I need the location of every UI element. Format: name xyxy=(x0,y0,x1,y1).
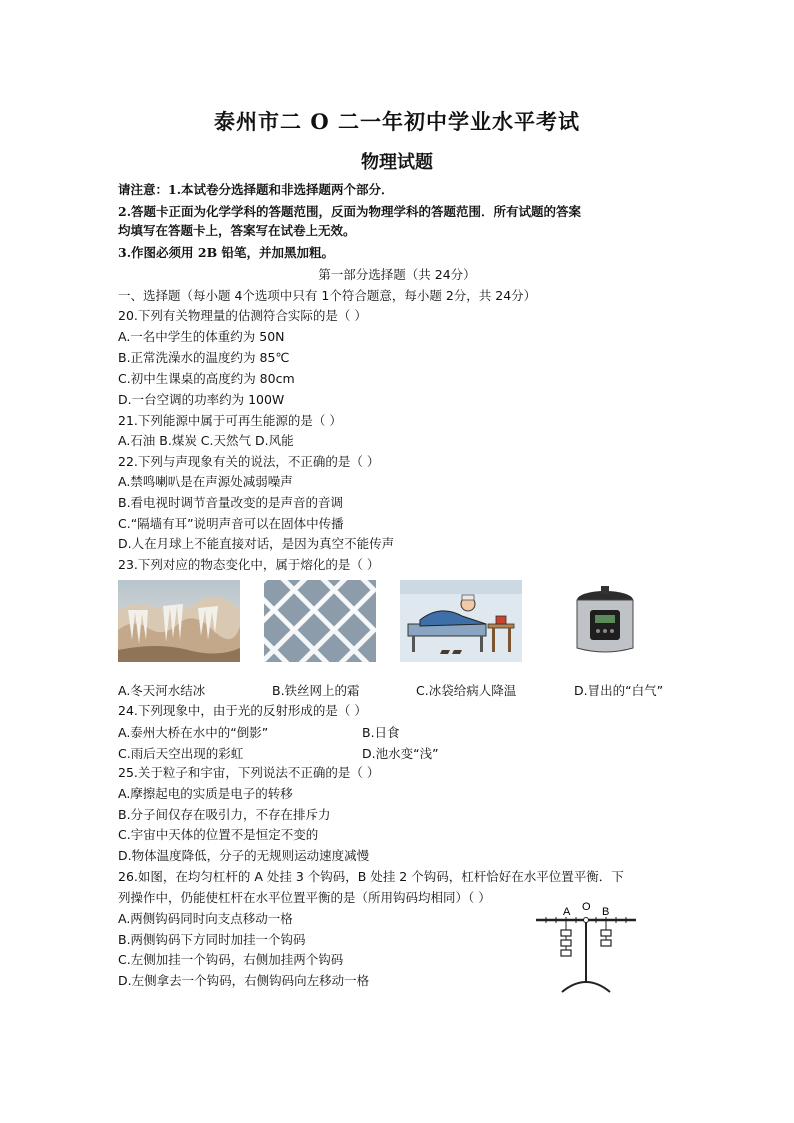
q26-stem-line-2: 列操作中，仍能使杠杆在水平位置平衡的是（所用钩码均相同）（ ） xyxy=(118,890,491,905)
exam-title: 泰州市二 O 二一年初中学业水平考试 xyxy=(214,109,580,134)
label-a: A xyxy=(563,906,571,918)
q20-option-d: D.一台空调的功率约为 100W xyxy=(118,392,285,407)
q24-stem: 24.下列现象中，由于光的反射形成的是（ ） xyxy=(118,703,367,718)
q25-stem: 25.关于粒子和宇宙，下列说法不正确的是（ ） xyxy=(118,765,380,780)
q24-option-a: A.泰州大桥在水中的“倒影” xyxy=(118,725,269,740)
q25-option-b: B.分子间仅存在吸引力，不存在排斥力 xyxy=(118,807,331,822)
q26-option-b: B.两侧钩码下方同时加挂一个钩码 xyxy=(118,932,306,947)
note-2: 2.答题卡正面为化学学科的答题范围，反面为物理学科的答题范围．所有试题的答案 xyxy=(118,204,582,219)
q23-caption-a: A.冬天河水结冰 xyxy=(118,683,206,698)
q24-option-d: D.池水变“浅” xyxy=(362,746,439,761)
ice-pack-patient-image xyxy=(400,580,522,662)
q25-option-c: C.宇宙中天体的位置不是恒定不变的 xyxy=(118,827,319,842)
q22-option-c: C.“隔墙有耳”说明声音可以在固体中传播 xyxy=(118,516,344,531)
label-o: O xyxy=(582,901,591,913)
q24-option-c: C.雨后天空出现的彩虹 xyxy=(118,746,244,761)
fulcrum-pivot xyxy=(584,918,589,923)
frost-wire-mesh-image xyxy=(264,580,376,662)
q23-caption-b: B.铁丝网上的霜 xyxy=(272,683,360,698)
q22-option-d: D.人在月球上不能直接对话，是因为真空不能传声 xyxy=(118,536,395,551)
q26-option-c: C.左侧加挂一个钩码，右侧加挂两个钩码 xyxy=(118,952,344,967)
q20-option-a: A.一名中学生的体重约为 50N xyxy=(118,329,285,344)
q20-stem: 20.下列有关物理量的估测符合实际的是（ ） xyxy=(118,308,367,323)
q21-options: A.石油 B.煤炭 C.天然气 D.风能 xyxy=(118,433,294,448)
frozen-river-image xyxy=(118,580,240,662)
exam-subtitle: 物理试题 xyxy=(361,152,433,173)
q23-stem: 23.下列对应的物态变化中，属于熔化的是（ ） xyxy=(118,557,380,572)
q20-option-b: B.正常洗澡水的温度约为 85℃ xyxy=(118,350,290,365)
label-b: B xyxy=(602,906,610,918)
lever-diagram xyxy=(530,900,642,996)
note-1: 请注意：1.本试卷分选择题和非选择题两个部分． xyxy=(118,182,394,197)
q23-caption-d: D.冒出的“白气” xyxy=(574,683,664,698)
pressure-cooker-image xyxy=(568,580,642,662)
q26-option-a: A.两侧钩码同时向支点移动一格 xyxy=(118,911,293,926)
q22-option-b: B.看电视时调节音量改变的是声音的音调 xyxy=(118,495,344,510)
q24-option-b: B.日食 xyxy=(362,725,400,740)
q22-stem: 22.下列与声现象有关的说法，不正确的是（ ） xyxy=(118,454,380,469)
q26-option-d: D.左侧拿去一个钩码，右侧钩码向左移动一格 xyxy=(118,973,370,988)
q20-option-c: C.初中生课桌的高度约为 80cm xyxy=(118,371,295,386)
q26-stem-line-1: 26.如图，在均匀杠杆的 A 处挂 3 个钩码，B 处挂 2 个钩码，杠杆恰好在水平位置平衡．下 xyxy=(118,869,624,884)
weights-at-a xyxy=(561,930,571,956)
note-3: 均填写在答题卡上，答案写在试卷上无效。 xyxy=(118,223,356,238)
section-instruction: 一、选择题（每小题 4个选项中只有 1个符合题意，每小题 2分，共 24分） xyxy=(118,288,537,303)
q23-caption-c: C.冰袋给病人降温 xyxy=(416,683,517,698)
q25-option-a: A.摩擦起电的实质是电子的转移 xyxy=(118,786,293,801)
q25-option-d: D.物体温度降低，分子的无规则运动速度减慢 xyxy=(118,848,370,863)
note-4: 3.作图必须用 2B 铅笔，并加黑加粗。 xyxy=(118,245,335,260)
section-title: 第一部分选择题（共 24分） xyxy=(318,267,476,282)
q22-option-a: A.禁鸣喇叭是在声源处减弱噪声 xyxy=(118,474,293,489)
q21-stem: 21.下列能源中属于可再生能源的是（ ） xyxy=(118,413,342,428)
